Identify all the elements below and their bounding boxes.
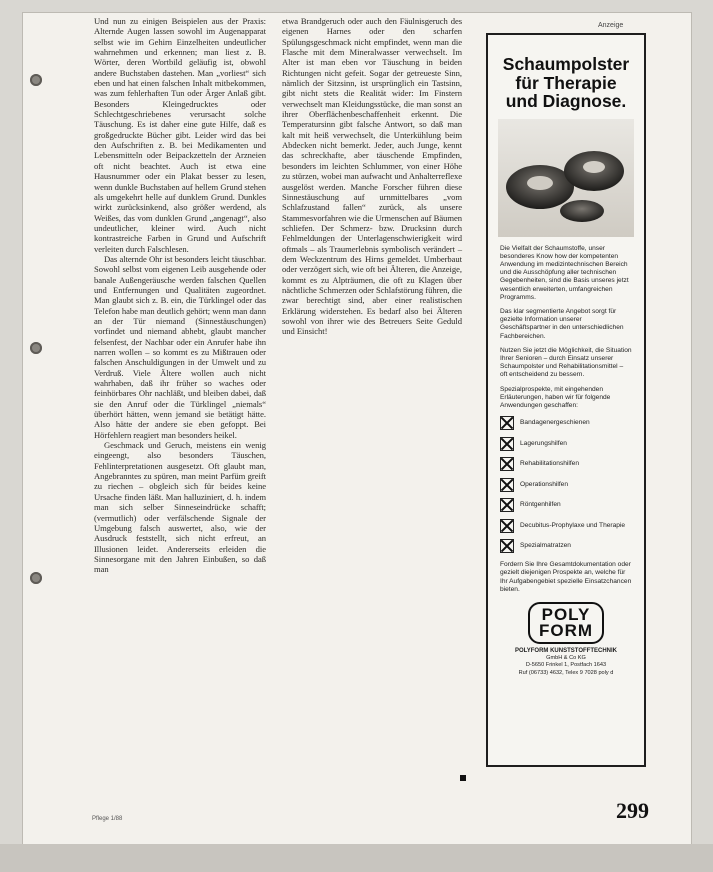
foam-ring-hole [583,161,605,173]
ad-company-address: POLYFORM KUNSTSTOFFTECHNIK GmbH & Co KG D-5650 Frinkel 1, Postfach 1643 Ruf (06733) 4632, Telex 9 7028 poly d [514,647,617,676]
ad-headline-line: und Diagnose. [505,91,627,111]
ad-paragraph: Nutzen Sie jetzt die Möglichkeit, die Situation Ihrer Senioren – durch Einsatz unserer Schaumpolster und Rehabilitationsmittel – oft entscheidend zu bessern. [500,346,632,379]
checklist-item: Decubitus-Prophylaxe und Therapie [500,519,644,533]
polyform-logo: POLY FORM [528,602,604,644]
article-column-1 [94,16,266,575]
ad-paragraph: Das klar segmentierte Angebot sorgt für gezielte Information unserer Geschäftspartner in den unterschiedlichen Fachbereichen. [500,307,624,340]
binder-hole [30,572,42,584]
ad-body [500,245,632,411]
article-paragraph: Und nun zu einigen Beispielen aus der Praxis: Alternde Augen lassen sowohl im Augenapparat selbst wie im Gehirn Einzelheiten undeutlicher wahrnehmen und erkennen; man liest z. B. Wörter, deren Wortbild geläufig ist, obwohl andere Buchstaben dastehen. Man „vorliest“ sich eben und hat einen falschen Inhalt mitbekommen, was zum fehlerhaften Tun oder Ärger Anlaß gibt. Besonders Kleingedrucktes oder Schlechtgeschriebenes verursacht solche Täuschung. Es ist daher eine gute Hilfe, daß es großgedruckte Bücher gibt. Leider wird das bei den Aufschriften z. B. bei Medikamenten und Lebensmitteln oder Beipackzetteln der Arzneien oft nicht beachtet. Auch ist etwa eine Hausnummer oder ein Plakat besser zu lesen, wenn dunkle Buchstaben auf hellem Grund stehen als umgekehrt helle auf dunklem Grund. Dunkles wirkt zurücksinkend, also größer werdend, als Weißes, das vom dunklen Grund „angenagt“, also undeutlicher, kleiner wird. Auch nicht kontrastreiche Farben in Grund und Aufschrift verleiten durch Falschlesen. [94,16,266,254]
checklist-item: Spezialmatratzen [500,539,644,553]
foam-cushion-photo [498,119,634,237]
checked-box-icon [500,437,514,451]
article-column-2 [282,16,462,337]
checked-box-icon [500,519,514,533]
checked-box-icon [500,416,514,430]
article-paragraph: Das alternde Ohr ist besonders leicht täuschbar. Sowohl selbst vom eigenen Leib ausgehende oder banale Außengeräusche werden falschen Quellen und Entfernungen und Qualitäten zugeordnet. Man glaubt sich z. B. ein, die Türklingel oder das Telefon habe man deutlich gehört; wenn man dann an der Tür niemand (Sinnestäuschungen) vorfindet und niemand abhebt, glaubt mancher felsenfest, der Nachbar oder ein Anrufer habe ihn narren wollen – so kommt es zu Mißtrauen oder falschen Anschuldigungen in der Umwelt und zu Verdruß. Viele Ältere wollen auch nicht wahrhaben, daß ihr früher so waches oder feinhörbares Ohr nachläßt, und bleiben dabei, daß sie den Anruf oder die Türklingel „niemals“ überhört hätten, wenn jemand sie betätigt hätte. Also hätte der andere sie eben gefoppt. Bei Hörfehlern reagiert man besonders heikel. [94,253,266,440]
ad-headline-line: Schaumpolster [502,54,630,74]
ad-paragraph: Spezialprospekte, mit eingehenden Erläuterungen, haben wir für folgende Anwendungen geschaffen: [500,385,611,409]
scan-bottom-edge [0,844,713,872]
checklist-item: Rehabilitationshilfen [500,457,644,471]
page-number: 299 [616,798,649,823]
checklist-item: Lagerungshilfen [500,437,644,451]
checklist-item: Bandagenergeschienen [500,416,644,430]
ad-headline-line: für Therapie [515,72,617,93]
product-checklist [500,416,644,553]
checklist-item: Röntgenhilfen [500,498,644,512]
checked-box-icon [500,498,514,512]
article-paragraph: Geschmack und Geruch, meistens ein wenig eingeengt, also besonders Täuschen, Fehlinterpretationen ausgesetzt. Oft glaubt man, Angebranntes zu spüren, man meint Parfüm greift zu riechen – obgleich sich für beides keine Ursache finden läßt. Man halluziniert, d. h. indem man sich selber Sinneseindrücke schafft; (vermutlich) oder verfälschende Signale der Umgebung falsch auswertet, also, wie der Ausdruck feststellt, sich nicht erfreut, an Illusionen leidet. Andererseits erleiden die Sinnesorgane mit den Jahren Einbußen, so daß man [94,440,266,575]
checked-box-icon [500,539,514,553]
checklist-item: Operationshilfen [500,478,644,492]
ad-closing: Fordern Sie Ihre Gesamtdokumentation oder gezielt diejenigen Prospekte an, welche für Ihr Aufgabengebiet spezielle Einsatzchancen bieten. [500,561,632,593]
binder-hole [30,74,42,86]
checked-box-icon [500,457,514,471]
source-line: Pflege 1/88 [92,816,123,822]
foam-ring-hole [527,176,553,190]
binder-hole [30,342,42,354]
checked-box-icon [500,478,514,492]
ad-label: Anzeige [598,22,624,29]
ad-headline [492,55,640,111]
end-mark [460,775,466,781]
foam-rings-illustration [498,119,634,237]
advertisement [486,33,646,767]
foam-pad-small [560,200,604,222]
ad-paragraph: Die Vielfalt der Schaumstoffe, unser besonderes Know how der kompetenten Anwendung im medizintechnischen Bereich und die Ausschöpfung aller technischen Gegebenheiten, sind die Basis unseres jetzt wesentlich erweiterten, umfangreichen Programms. [500,244,629,301]
article-paragraph: etwa Brandgeruch oder auch den Fäulnisgeruch des eigenen Harnes oder den scharfen Spülungsgeschmack nicht empfindet, wenn man die Flasche mit dem Mineralwasser verwechselt. Im Alter ist man eben vor Täuschung in beiden Richtungen nicht gefeit. Sogar der getreueste Sinn, nämlich der Sitzsinn, ist ursprünglich ein Tastsinn, gibt nicht stets die Realität wider: Im Finstern verwechselt man Kleidungsstücke, die man sonst an ihrer Oberflächenbeschaffenheit erkennt. Die Temperatursinn gibt falsche Antwort, so daß man kalt mit heiß verwechselt, die Unterkühlung beim Abdecken nicht bemerkt. Jeder, auch Junge, kennt das schreckhafte, aber täuschende Empfinden, besonders im leichten Schlummer, von einer Höhe zu stürzen, wobei man aufwacht und Anhalterreflexe ausgelöst werden. Manche Forscher führen diese Sinnestäuschung auf urnmittelbares „vom Schlafzustand fallen“ zurück, als unsere Stammesvorfahren wie die Urmenschen auf Bäumen schliefen. Der Schmerz- bzw. Drucksinn durch Fehlmeldungen der Unterlagenschwierigkeit wird oftmals – als Traumerlebnis symbolisch verändert – dem Weckzentrum des Hirns gemeldet. Umberbaut oder verzögert sich, wie oft bei Älteren, die Anzeige, kommt es zu Alpträumen, die oft zu Klagen über nächtliche Schmerzen oder Schlafstörung führen, die zwar berechtigt sind, aber einer realistischen Erklärung widerstehen. Es bedarf also bei Älteren sowohl von ihrer wie des Betreuers Seite Geduld und Einsicht! [282,16,462,337]
